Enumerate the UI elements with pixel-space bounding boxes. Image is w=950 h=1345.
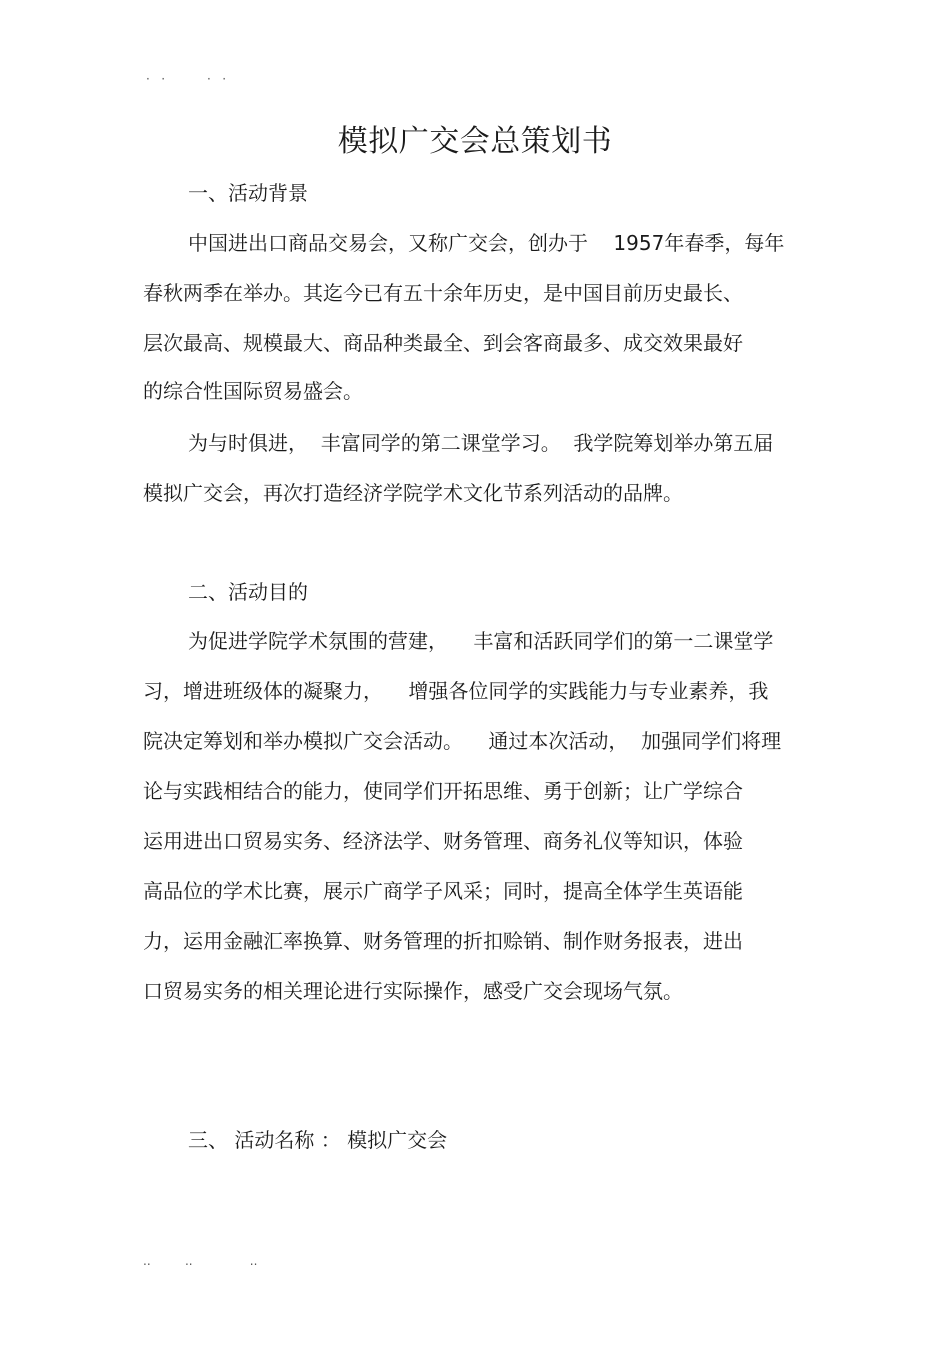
paragraph-line: 力，运用金融汇率换算、财务管理的折扣赊销、制作财务报表，进出 <box>143 929 743 953</box>
paragraph-line: 为与时俱进， 丰富同学的第二课堂学习。 我学院筹划举办第五届 <box>188 431 774 455</box>
paragraph-line: 习，增进班级体的凝聚力， 增强各位同学的实践能力与专业素养，我 <box>143 679 769 703</box>
header-marks: · · · · <box>146 72 227 86</box>
paragraph-line: 中国进出口商品交易会，又称广交会，创办于 1957年春季，每年 <box>188 231 785 255</box>
paragraph-line: 论与实践相结合的能力，使同学们开拓思维、勇于创新；让广学综合 <box>143 779 743 803</box>
paragraph-line: 高品位的学术比赛，展示广商学子风采；同时，提高全体学生英语能 <box>143 879 743 903</box>
paragraph-line: 春秋两季在举办。其迄今已有五十余年历史，是中国目前历史最长、 <box>143 281 743 305</box>
section-heading-3: 三、 活动名称 ： 模拟广交会 <box>188 1128 448 1152</box>
paragraph-line: 为促进学院学术氛围的营建， 丰富和活跃同学们的第一二课堂学 <box>188 629 774 653</box>
paragraph-line: 层次最高、规模最大、商品种类最全、到会客商最多、成交效果最好 <box>143 331 743 355</box>
footer-marks: .. .. .. <box>143 1254 258 1268</box>
paragraph-line: 口贸易实务的相关理论进行实际操作，感受广交会现场气氛。 <box>143 979 683 1003</box>
paragraph-line: 的综合性国际贸易盛会。 <box>143 379 363 403</box>
section-heading-2: 二、活动目的 <box>188 580 308 604</box>
document-title: 模拟广交会总策划书 <box>337 124 613 159</box>
section-heading-1: 一、活动背景 <box>188 181 308 205</box>
paragraph-line: 院决定筹划和举办模拟广交会活动。 通过本次活动， 加强同学们将理 <box>143 729 782 753</box>
paragraph-line: 模拟广交会，再次打造经济学院学术文化节系列活动的品牌。 <box>143 481 683 505</box>
paragraph-line: 运用进出口贸易实务、经济法学、财务管理、商务礼仪等知识，体验 <box>143 829 743 853</box>
